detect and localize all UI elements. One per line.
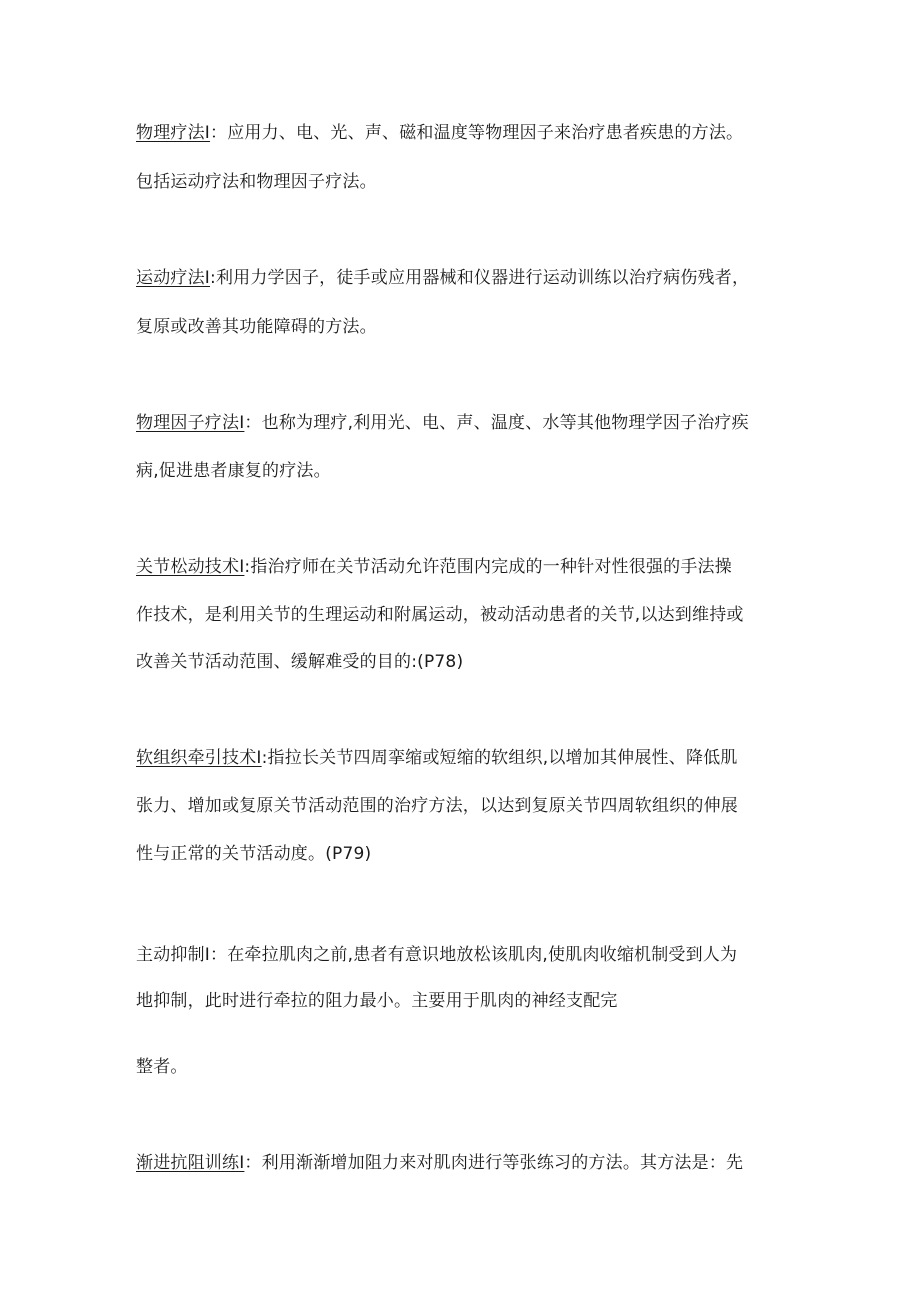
entry-exercise-therapy-line-2 bbox=[136, 315, 377, 339]
term-progressive-resistance: 渐进抗阻训练I bbox=[136, 1153, 245, 1173]
definition-text: 复原或改善其功能障碍的方法。 bbox=[136, 317, 377, 337]
definition-text: 病,促进患者康复的疗法。 bbox=[136, 461, 331, 481]
entry-soft-tissue-traction-line-1 bbox=[136, 746, 738, 770]
entry-progressive-resistance-line-1 bbox=[136, 1151, 743, 1175]
definition-text: :指拉长关节四周挛缩或短缩的软组织,以增加其伸展性、降低肌 bbox=[261, 748, 738, 768]
term-exercise-therapy: 运动疗法I bbox=[136, 268, 211, 288]
entry-active-inhibition-line-2 bbox=[136, 989, 618, 1013]
definition-text: 作技术，是利用关节的生理运动和附属运动，被动活动患者的关节,以达到维持或 bbox=[136, 605, 744, 625]
term-soft-tissue-traction: 软组织牵引技术I bbox=[136, 748, 262, 768]
term-joint-mobilization: 关节松动技术I bbox=[136, 557, 245, 577]
entry-joint-mobilization-line-3 bbox=[136, 650, 463, 674]
term-physical-therapy: 物理疗法I bbox=[136, 123, 211, 143]
definition-text: 改善关节活动范围、缓解难受的目的:(P78) bbox=[136, 652, 464, 672]
entry-joint-mobilization-line-1 bbox=[136, 555, 732, 579]
definition-text: 整者。 bbox=[136, 1057, 188, 1077]
definition-text: 地抑制，此时进行牵拉的阻力最小。主要用于肌肉的神经支配完 bbox=[136, 991, 618, 1011]
definition-text: 性与正常的关节活动度。(P79) bbox=[136, 844, 372, 864]
entry-joint-mobilization-line-2 bbox=[136, 603, 744, 627]
definition-text: ：在牵拉肌肉之前,患者有意识地放松该肌肉,使肌肉收缩机制受到人为 bbox=[210, 945, 738, 965]
definition-text: ：应用力、电、光、声、磁和温度等物理因子来治疗患者疾患的方法。 bbox=[210, 123, 744, 143]
definition-text: :利用力学因子，徒手或应用器械和仪器进行运动训练以治疗病伤残者， bbox=[210, 268, 750, 288]
definition-text: ：也称为理疗,利用光、电、声、温度、水等其他物理学因子治疗疾 bbox=[244, 413, 749, 433]
definition-text: :指治疗师在关节活动允许范围内完成的一种针对性很强的手法操 bbox=[244, 557, 732, 577]
term-physical-factor-therapy: 物理因子疗法I bbox=[136, 413, 245, 433]
definition-text: 张力、增加或复原关节活动范围的治疗方法，以达到复原关节四周软组织的伸展 bbox=[136, 796, 738, 816]
definition-text: 包括运动疗法和物理因子疗法。 bbox=[136, 172, 377, 192]
entry-physical-therapy-line-1 bbox=[136, 121, 743, 145]
entry-active-inhibition-line-3 bbox=[136, 1055, 188, 1079]
entry-active-inhibition-line-1 bbox=[136, 943, 737, 967]
entry-physical-factor-therapy-line-2 bbox=[136, 459, 331, 483]
entry-soft-tissue-traction-line-3 bbox=[136, 842, 371, 866]
term-active-inhibition: 主动抑制I bbox=[136, 945, 211, 965]
entry-soft-tissue-traction-line-2 bbox=[136, 794, 738, 818]
entry-exercise-therapy-line-1 bbox=[136, 266, 749, 290]
definition-text: ：利用渐渐增加阻力来对肌肉进行等张练习的方法。其方法是：先 bbox=[244, 1153, 744, 1173]
entry-physical-therapy-line-2 bbox=[136, 170, 377, 194]
entry-physical-factor-therapy-line-1 bbox=[136, 411, 749, 435]
